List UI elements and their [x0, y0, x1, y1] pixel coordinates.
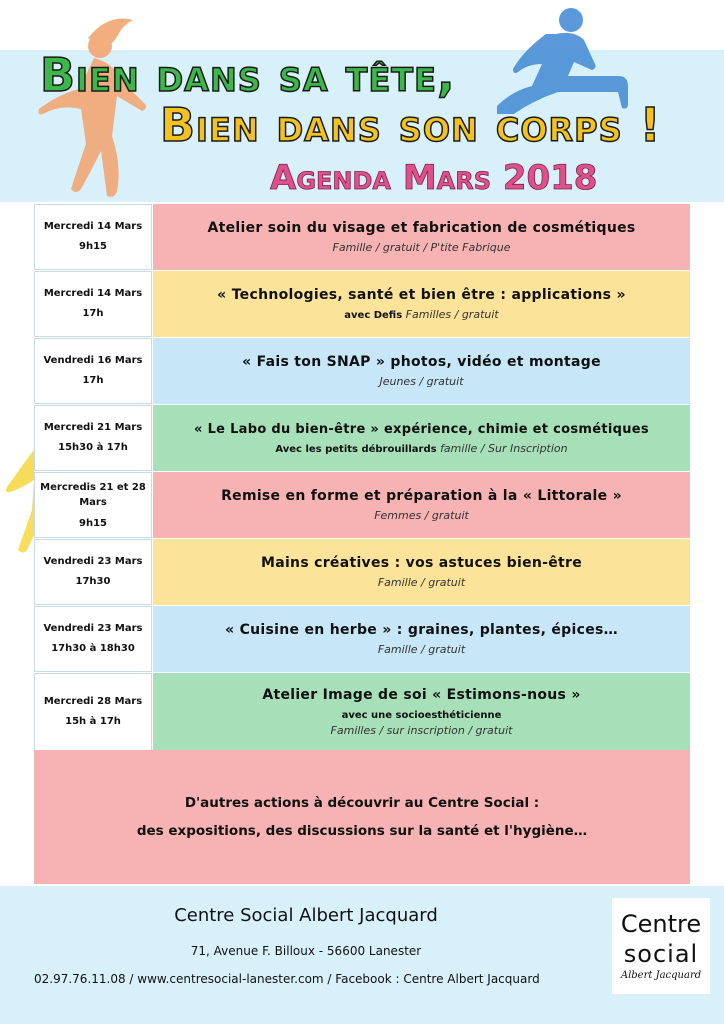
event-time: 17h: [82, 375, 104, 386]
agenda-row: [34, 472, 690, 539]
event-cell: [153, 405, 690, 471]
agenda-row: [34, 405, 690, 472]
footer-contact: 02.97.76.11.08 / www.centresocial-lanester.com / Facebook : Centre Albert Jacquard: [34, 972, 540, 986]
event-time: 9h15: [79, 241, 107, 252]
event-details: [374, 509, 469, 522]
event-tags: Familles / gratuit: [405, 308, 499, 321]
event-title: « Le Labo du bien-être » expérience, chimie et cosmétiques: [194, 421, 649, 437]
date-cell: [34, 405, 152, 471]
more-actions-line1: D'autres actions à découvrir au Centre Social :: [184, 795, 540, 811]
event-date: Mercredi 28 Mars: [43, 696, 143, 707]
title-line-1: Bien dans sa tête,: [40, 48, 456, 102]
event-partner-line: [342, 708, 502, 721]
agenda-row: [34, 271, 690, 338]
event-title: Atelier soin du visage et fabrication de cosmétiques: [207, 220, 636, 236]
event-tags: Famille / gratuit / P'tite Fabrique: [332, 241, 511, 254]
more-actions-line2: des expositions, des discussions sur la santé et l'hygiène…: [136, 823, 588, 839]
event-partner: avec Defis: [344, 310, 403, 321]
event-date: Vendredi 23 Mars: [43, 623, 143, 634]
event-time: 17h: [82, 308, 104, 319]
event-date: Vendredi 23 Mars: [43, 556, 143, 567]
event-title: « Fais ton SNAP » photos, vidéo et montage: [242, 354, 601, 370]
event-time: 9h15: [79, 517, 107, 529]
agenda-row: [34, 204, 690, 271]
agenda-row: [34, 539, 690, 606]
agenda-row: [34, 673, 690, 752]
title-line-2: Bien dans son corps !: [160, 98, 662, 152]
event-date: Mercredis 21 et 28 Mars: [40, 481, 146, 508]
event-cell: [153, 673, 690, 751]
date-cell: [34, 472, 152, 538]
event-title: « Cuisine en herbe » : graines, plantes, épices…: [225, 622, 618, 638]
event-tags: Famille / gratuit: [377, 576, 466, 589]
agenda-subtitle: Agenda Mars 2018: [270, 158, 598, 198]
event-cell: [153, 606, 690, 672]
event-time: 17h30: [75, 576, 111, 587]
event-cell: [153, 204, 690, 270]
event-partner: Avec les petits débrouillards: [275, 443, 437, 455]
dancer-silhouette-icon: [28, 8, 178, 208]
event-tags: Familles / sur inscription / gratuit: [330, 724, 513, 737]
event-date: Mercredi 14 Mars: [43, 221, 143, 232]
footer-center-name: Centre Social Albert Jacquard: [174, 905, 438, 926]
event-details: [378, 643, 465, 656]
event-date: Vendredi 16 Mars: [43, 355, 143, 366]
event-partner: avec une socioesthéticienne: [341, 710, 502, 721]
logo-line2: social: [623, 940, 699, 968]
event-title: Mains créatives : vos astuces bien-être: [260, 555, 583, 571]
event-tags: famille / Sur Inscription: [440, 441, 568, 455]
agenda-row: [34, 338, 690, 405]
date-cell: [34, 271, 152, 337]
event-details: [378, 576, 465, 589]
event-cell: [153, 472, 690, 538]
event-tags: Famille / gratuit: [377, 643, 466, 656]
event-date: Mercredi 21 Mars: [43, 422, 143, 433]
event-details: [331, 724, 513, 737]
centre-social-logo: [612, 898, 710, 994]
event-cell: [153, 539, 690, 605]
event-details: [379, 375, 463, 388]
event-time: 15h à 17h: [65, 716, 121, 727]
logo-line3: Albert Jacquard: [620, 970, 702, 981]
event-title: « Technologies, santé et bien être : applications »: [217, 287, 626, 303]
event-date: Mercredi 14 Mars: [43, 288, 143, 299]
event-details: [344, 308, 498, 321]
agenda-row: [34, 606, 690, 673]
event-details: [333, 241, 511, 254]
event-cell: [153, 338, 690, 404]
event-details: [275, 442, 567, 455]
event-title: Atelier Image de soi « Estimons-nous »: [262, 687, 581, 703]
event-tags: Jeunes / gratuit: [379, 375, 464, 388]
event-time: 17h30 à 18h30: [51, 643, 135, 654]
event-time: 15h30 à 17h: [58, 442, 128, 453]
event-tags: Femmes / gratuit: [374, 509, 469, 522]
logo-line1: Centre: [620, 910, 702, 938]
event-title: Remise en forme et préparation à la « Littorale »: [221, 488, 622, 504]
date-cell: [34, 204, 152, 270]
date-cell: [34, 673, 152, 751]
footer-address: 71, Avenue F. Billoux - 56600 Lanester: [190, 944, 422, 958]
more-actions-box: [34, 750, 690, 884]
event-cell: [153, 271, 690, 337]
agenda-table: [34, 204, 690, 752]
date-cell: [34, 338, 152, 404]
date-cell: [34, 539, 152, 605]
date-cell: [34, 606, 152, 672]
